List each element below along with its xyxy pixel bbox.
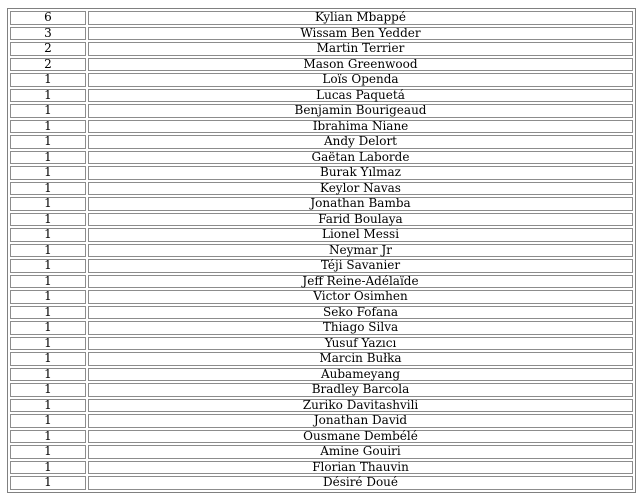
table-row: [10, 104, 633, 118]
player-name-cell: Yusuf Yazıcı: [88, 337, 633, 351]
table-row: [10, 306, 633, 320]
player-name-cell: Lionel Messi: [88, 228, 633, 242]
table-row: [10, 430, 633, 444]
count-cell: 2: [10, 42, 86, 56]
table-body: [10, 11, 633, 490]
player-name-cell: Jonathan David: [88, 414, 633, 428]
count-cell: 1: [10, 430, 86, 444]
player-name-cell: Marcin Bułka: [88, 352, 633, 366]
player-name-cell: Bradley Barcola: [88, 383, 633, 397]
table-row: [10, 259, 633, 273]
table-row: [10, 27, 633, 41]
player-name-cell: Victor Osimhen: [88, 290, 633, 304]
player-name-cell: Loïs Openda: [88, 73, 633, 87]
count-cell: 1: [10, 290, 86, 304]
player-name-cell: Lucas Paquetá: [88, 89, 633, 103]
count-cell: 2: [10, 58, 86, 72]
count-cell: 1: [10, 399, 86, 413]
table-row: [10, 414, 633, 428]
table-row: [10, 213, 633, 227]
count-cell: 1: [10, 244, 86, 258]
count-cell: 1: [10, 228, 86, 242]
count-cell: 1: [10, 445, 86, 459]
player-name-cell: Florian Thauvin: [88, 461, 633, 475]
count-cell: 1: [10, 166, 86, 180]
table-row: [10, 228, 633, 242]
count-cell: 1: [10, 368, 86, 382]
count-cell: 6: [10, 11, 86, 25]
count-cell: 1: [10, 476, 86, 490]
player-name-cell: Andy Delort: [88, 135, 633, 149]
table-row: [10, 399, 633, 413]
table-row: [10, 337, 633, 351]
player-name-cell: Seko Fofana: [88, 306, 633, 320]
count-cell: 1: [10, 259, 86, 273]
player-name-cell: Gaëtan Laborde: [88, 151, 633, 165]
table-row: [10, 89, 633, 103]
table-row: [10, 275, 633, 289]
count-cell: 1: [10, 337, 86, 351]
count-cell: 1: [10, 213, 86, 227]
table-row: [10, 120, 633, 134]
table-row: [10, 383, 633, 397]
player-name-cell: Benjamin Bourigeaud: [88, 104, 633, 118]
player-name-cell: Wissam Ben Yedder: [88, 27, 633, 41]
player-name-cell: Martin Terrier: [88, 42, 633, 56]
table-row: [10, 352, 633, 366]
count-cell: 1: [10, 383, 86, 397]
count-cell: 1: [10, 120, 86, 134]
count-cell: 1: [10, 135, 86, 149]
player-name-cell: Jonathan Bamba: [88, 197, 633, 211]
count-cell: 1: [10, 182, 86, 196]
player-name-cell: Kylian Mbappé: [88, 11, 633, 25]
player-name-cell: Mason Greenwood: [88, 58, 633, 72]
count-cell: 1: [10, 306, 86, 320]
player-name-cell: Amine Gouiri: [88, 445, 633, 459]
table-row: [10, 182, 633, 196]
table-row: [10, 290, 633, 304]
table-row: [10, 42, 633, 56]
count-cell: 1: [10, 275, 86, 289]
player-name-cell: Zuriko Davitashvili: [88, 399, 633, 413]
table-row: [10, 58, 633, 72]
table-row: [10, 244, 633, 258]
table-row: [10, 197, 633, 211]
player-name-cell: Ousmane Dembélé: [88, 430, 633, 444]
player-name-cell: Jeff Reine-Adélaïde: [88, 275, 633, 289]
player-name-cell: Keylor Navas: [88, 182, 633, 196]
player-count-table: [7, 8, 636, 493]
player-name-cell: Burak Yılmaz: [88, 166, 633, 180]
table-row: [10, 445, 633, 459]
table-row: [10, 151, 633, 165]
count-cell: 3: [10, 27, 86, 41]
count-cell: 1: [10, 321, 86, 335]
table-row: [10, 73, 633, 87]
count-cell: 1: [10, 73, 86, 87]
count-cell: 1: [10, 352, 86, 366]
table-row: [10, 135, 633, 149]
count-cell: 1: [10, 89, 86, 103]
count-cell: 1: [10, 104, 86, 118]
table-row: [10, 11, 633, 25]
count-cell: 1: [10, 461, 86, 475]
player-name-cell: Aubameyang: [88, 368, 633, 382]
count-cell: 1: [10, 197, 86, 211]
table-row: [10, 166, 633, 180]
count-cell: 1: [10, 151, 86, 165]
player-name-cell: Désiré Doué: [88, 476, 633, 490]
player-name-cell: Thiago Silva: [88, 321, 633, 335]
player-name-cell: Ibrahima Niane: [88, 120, 633, 134]
player-name-cell: Farid Boulaya: [88, 213, 633, 227]
count-cell: 1: [10, 414, 86, 428]
player-name-cell: Neymar Jr: [88, 244, 633, 258]
table-row: [10, 461, 633, 475]
table-row: [10, 476, 633, 490]
player-name-cell: Téji Savanier: [88, 259, 633, 273]
table-row: [10, 321, 633, 335]
table-row: [10, 368, 633, 382]
